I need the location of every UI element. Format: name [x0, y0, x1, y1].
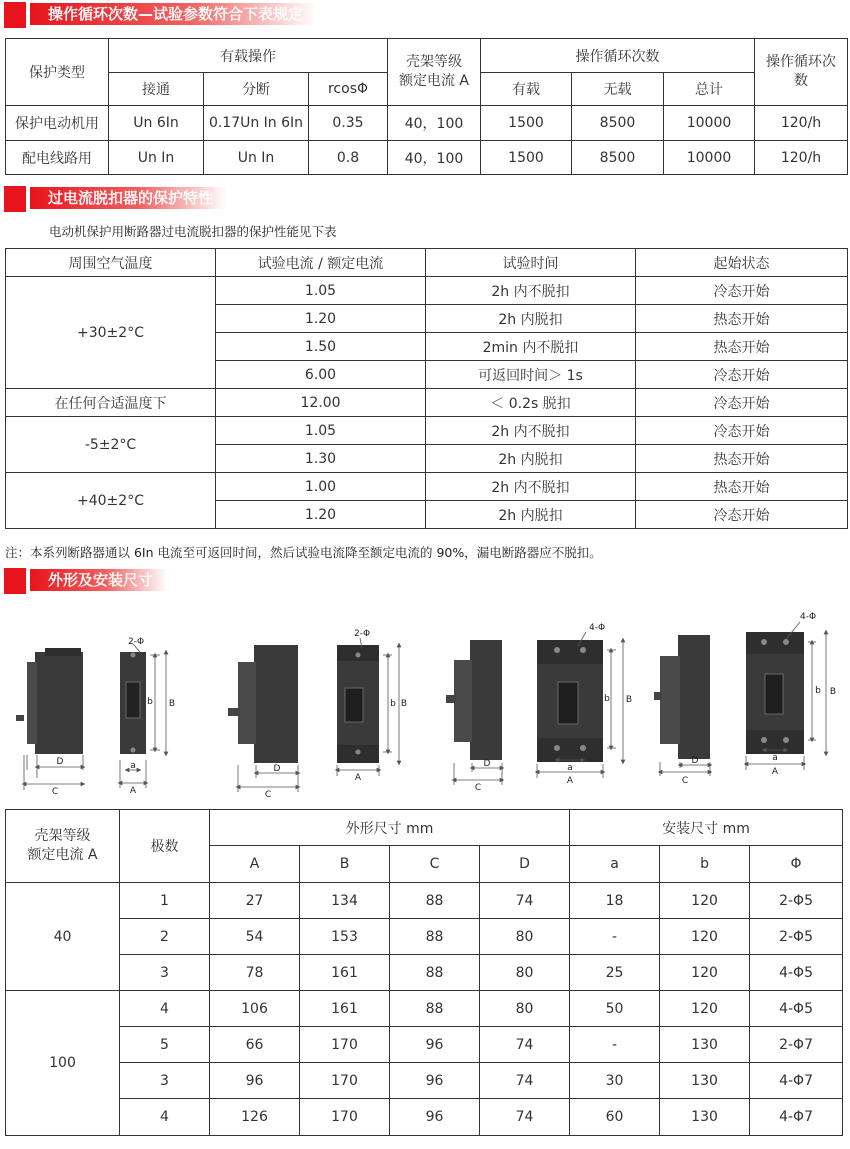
- cell-loaded: 1500: [481, 106, 572, 141]
- cycle-table: [5, 38, 848, 175]
- section-title: 操作循环次数—试验参数符合下表规定: [30, 3, 317, 25]
- cell-A: 96: [210, 1063, 300, 1099]
- front-view-3p: [537, 632, 623, 778]
- cell-D: 74: [480, 1099, 570, 1136]
- dim-label: B: [625, 695, 633, 705]
- cell-b: 130: [660, 1027, 750, 1063]
- side-view-2p: [228, 645, 298, 792]
- cell-ratio: 1.05: [216, 277, 426, 305]
- cell-rate: 120/h: [755, 106, 848, 141]
- cell-rating: 40，100: [388, 141, 481, 175]
- cell-rating: 100: [6, 991, 120, 1136]
- dim-label: A: [771, 767, 779, 777]
- header-frame: 壳架等级 额定电流 A: [6, 810, 120, 883]
- cell-b: 130: [660, 1063, 750, 1099]
- cell-poles: 5: [120, 1027, 210, 1063]
- cell-temp: +40±2°C: [6, 473, 216, 529]
- front-view-4p: [746, 622, 826, 770]
- cell-time: 2min 内不脱扣: [426, 333, 636, 361]
- dim-label: A: [129, 786, 137, 796]
- cell-D: 74: [480, 883, 570, 919]
- cell-a: -: [570, 919, 660, 955]
- cell-poles: 3: [120, 955, 210, 991]
- header-cycle-rate: 操作循环次 数: [755, 39, 848, 106]
- dim-label: 4-Φ: [588, 623, 606, 633]
- dim-label: C: [474, 783, 482, 793]
- header-temp: 周围空气温度: [6, 249, 216, 277]
- dimension-table: [5, 809, 843, 1136]
- dim-label: b: [390, 699, 396, 709]
- header-unloaded: 无载: [572, 73, 664, 106]
- table-row: [6, 1099, 843, 1136]
- cell-total: 10000: [664, 106, 755, 141]
- table-row: [6, 389, 848, 417]
- cell-D: 74: [480, 1063, 570, 1099]
- cell-B: 161: [300, 991, 390, 1027]
- cell-type: 保护电动机用: [6, 106, 109, 141]
- cell-time: 2h 内不脱扣: [426, 473, 636, 501]
- table-row: [6, 106, 848, 141]
- header-b: b: [660, 846, 750, 883]
- cell-B: 170: [300, 1027, 390, 1063]
- cell-state: 热态开始: [636, 333, 848, 361]
- header-a: a: [570, 846, 660, 883]
- section-title: 外形及安装尺寸: [30, 569, 167, 591]
- dim-label: 4-Φ: [799, 612, 817, 622]
- cell-total: 10000: [664, 141, 755, 175]
- header-rcos: rcosΦ: [309, 73, 388, 106]
- cell-B: 153: [300, 919, 390, 955]
- header-state: 起始状态: [636, 249, 848, 277]
- section-header-dimensions: [0, 566, 850, 596]
- dim-label: b: [604, 694, 610, 704]
- header-time: 试验时间: [426, 249, 636, 277]
- cell-a: -: [570, 1027, 660, 1063]
- cell-phi: 4-Φ5: [750, 955, 843, 991]
- cell-type: 配电线路用: [6, 141, 109, 175]
- cell-ratio: 1.50: [216, 333, 426, 361]
- cell-b: 120: [660, 883, 750, 919]
- dimension-drawings: [0, 600, 850, 800]
- cell-A: 27: [210, 883, 300, 919]
- dim-label: C: [264, 790, 272, 800]
- cell-phi: 2-Φ7: [750, 1027, 843, 1063]
- side-view-1p: [16, 648, 83, 790]
- table-row: [6, 955, 843, 991]
- dim-label: B: [400, 699, 408, 709]
- cell-loaded: 1500: [481, 141, 572, 175]
- header-outline: 外形尺寸 mm: [210, 810, 570, 846]
- cell-D: 80: [480, 919, 570, 955]
- header-phi: Φ: [750, 846, 843, 883]
- cell-ratio: 12.00: [216, 389, 426, 417]
- table-row: [6, 473, 848, 501]
- cell-D: 80: [480, 991, 570, 1027]
- table-row: [6, 991, 843, 1027]
- header-frame-rating: 壳架等级 额定电流 A: [388, 39, 481, 106]
- cell-B: 161: [300, 955, 390, 991]
- header-protect-type: 保护类型: [6, 39, 109, 106]
- footnote: 注：本系列断路器通以 6In 电流至可返回时间，然后试验电流降至额定电流的 90%，漏电断路器应不脱扣。: [5, 545, 602, 560]
- cell-a: 18: [570, 883, 660, 919]
- cell-phi: 2-Φ5: [750, 883, 843, 919]
- cell-ratio: 1.20: [216, 501, 426, 529]
- cell-C: 96: [390, 1027, 480, 1063]
- cell-phi: 4-Φ7: [750, 1063, 843, 1099]
- section-marker: [4, 186, 26, 212]
- cell-poles: 2: [120, 919, 210, 955]
- cell-C: 96: [390, 1099, 480, 1136]
- section-marker: [4, 2, 26, 28]
- cell-A: 126: [210, 1099, 300, 1136]
- cell-ratio: 1.05: [216, 417, 426, 445]
- cell-rcos: 0.35: [309, 106, 388, 141]
- dim-label: D: [56, 757, 64, 767]
- cell-time: 2h 内脱扣: [426, 501, 636, 529]
- section-intro: 电动机保护用断路器过电流脱扣器的保护性能见下表: [49, 224, 337, 239]
- dim-label: D: [691, 756, 699, 766]
- cell-a: 30: [570, 1063, 660, 1099]
- cell-C: 88: [390, 883, 480, 919]
- cell-state: 热态开始: [636, 473, 848, 501]
- cell-state: 冷态开始: [636, 389, 848, 417]
- dim-label: A: [566, 776, 574, 786]
- front-view-1p: [120, 644, 166, 788]
- cell-b: 130: [660, 1099, 750, 1136]
- side-view-4p: [654, 635, 710, 776]
- dim-label: D: [273, 764, 281, 774]
- section-title: 过电流脱扣器的保护特性: [30, 187, 227, 209]
- header-loaded-op: 有载操作: [109, 39, 388, 73]
- cell-poles: 1: [120, 883, 210, 919]
- cell-phi: 4-Φ7: [750, 1099, 843, 1136]
- header-poles: 极数: [120, 810, 210, 883]
- cell-phi: 4-Φ5: [750, 991, 843, 1027]
- cell-temp: -5±2°C: [6, 417, 216, 473]
- cell-A: 66: [210, 1027, 300, 1063]
- table-row: [6, 883, 843, 919]
- cell-a: 25: [570, 955, 660, 991]
- cell-poles: 3: [120, 1063, 210, 1099]
- cell-D: 80: [480, 955, 570, 991]
- table-row: [6, 1063, 843, 1099]
- cell-state: 冷态开始: [636, 361, 848, 389]
- section-header-cycle: [0, 0, 850, 30]
- cell-b: 120: [660, 955, 750, 991]
- cell-C: 88: [390, 919, 480, 955]
- cell-state: 热态开始: [636, 305, 848, 333]
- cell-rate: 120/h: [755, 141, 848, 175]
- cell-make: Un In: [109, 141, 204, 175]
- cell-make: Un 6In: [109, 106, 204, 141]
- dim-label: b: [815, 686, 821, 696]
- dim-label: A: [354, 773, 362, 783]
- header-C: C: [390, 846, 480, 883]
- header-cycle-count: 操作循环次数: [481, 39, 755, 73]
- cell-unloaded: 8500: [572, 106, 664, 141]
- cell-poles: 4: [120, 991, 210, 1027]
- cell-state: 冷态开始: [636, 501, 848, 529]
- cell-ratio: 6.00: [216, 361, 426, 389]
- cell-A: 78: [210, 955, 300, 991]
- side-view-3p: [446, 640, 502, 785]
- cell-time: 2h 内脱扣: [426, 445, 636, 473]
- cell-state: 冷态开始: [636, 277, 848, 305]
- dim-label: B: [168, 699, 176, 709]
- cell-a: 50: [570, 991, 660, 1027]
- cell-time: 2h 内不脱扣: [426, 417, 636, 445]
- cell-state: 冷态开始: [636, 417, 848, 445]
- cell-time: 2h 内脱扣: [426, 305, 636, 333]
- header-break: 分断: [204, 73, 309, 106]
- cell-C: 88: [390, 955, 480, 991]
- dim-label: B: [829, 687, 837, 697]
- cell-A: 54: [210, 919, 300, 955]
- cell-D: 74: [480, 1027, 570, 1063]
- cell-time: 2h 内不脱扣: [426, 277, 636, 305]
- section-marker: [4, 568, 26, 594]
- cell-phi: 2-Φ5: [750, 919, 843, 955]
- cell-A: 106: [210, 991, 300, 1027]
- cell-poles: 4: [120, 1099, 210, 1136]
- cell-C: 88: [390, 991, 480, 1027]
- cell-ratio: 1.00: [216, 473, 426, 501]
- cell-break: 0.17Un In 6In: [204, 106, 309, 141]
- header-D: D: [480, 846, 570, 883]
- section-header-protection: [0, 184, 850, 214]
- cell-rcos: 0.8: [309, 141, 388, 175]
- cell-b: 120: [660, 919, 750, 955]
- cell-rating: 40: [6, 883, 120, 991]
- dim-label: D: [483, 759, 491, 769]
- protection-table: [5, 248, 848, 529]
- header-loaded: 有载: [481, 73, 572, 106]
- cell-temp: +30±2°C: [6, 277, 216, 389]
- header-B: B: [300, 846, 390, 883]
- table-row: [6, 919, 843, 955]
- cell-b: 120: [660, 991, 750, 1027]
- cell-break: Un In: [204, 141, 309, 175]
- table-row: [6, 277, 848, 305]
- table-row: [6, 1027, 843, 1063]
- cell-temp: 在任何合适温度下: [6, 389, 216, 417]
- cell-time: 可返回时间＞ 1s: [426, 361, 636, 389]
- cell-rating: 40，100: [388, 106, 481, 141]
- cell-B: 134: [300, 883, 390, 919]
- header-install: 安装尺寸 mm: [570, 810, 843, 846]
- dim-label: a: [567, 763, 573, 773]
- cell-state: 热态开始: [636, 445, 848, 473]
- dim-label: b: [147, 697, 153, 707]
- header-A: A: [210, 846, 300, 883]
- cell-a: 60: [570, 1099, 660, 1136]
- table-row: [6, 417, 848, 445]
- dim-label: a: [772, 753, 778, 763]
- cell-ratio: 1.30: [216, 445, 426, 473]
- header-make: 接通: [109, 73, 204, 106]
- cell-ratio: 1.20: [216, 305, 426, 333]
- dim-label: C: [681, 776, 689, 786]
- dim-label: C: [51, 787, 59, 797]
- cell-time: ＜ 0.2s 脱扣: [426, 389, 636, 417]
- cell-B: 170: [300, 1099, 390, 1136]
- cell-B: 170: [300, 1063, 390, 1099]
- header-ratio: 试验电流 / 额定电流: [216, 249, 426, 277]
- dim-label: 2-Φ: [127, 637, 145, 647]
- cell-unloaded: 8500: [572, 141, 664, 175]
- cell-C: 96: [390, 1063, 480, 1099]
- dim-label: a: [130, 761, 136, 771]
- header-total: 总计: [664, 73, 755, 106]
- dim-label: 2-Φ: [353, 629, 371, 639]
- table-row: [6, 141, 848, 175]
